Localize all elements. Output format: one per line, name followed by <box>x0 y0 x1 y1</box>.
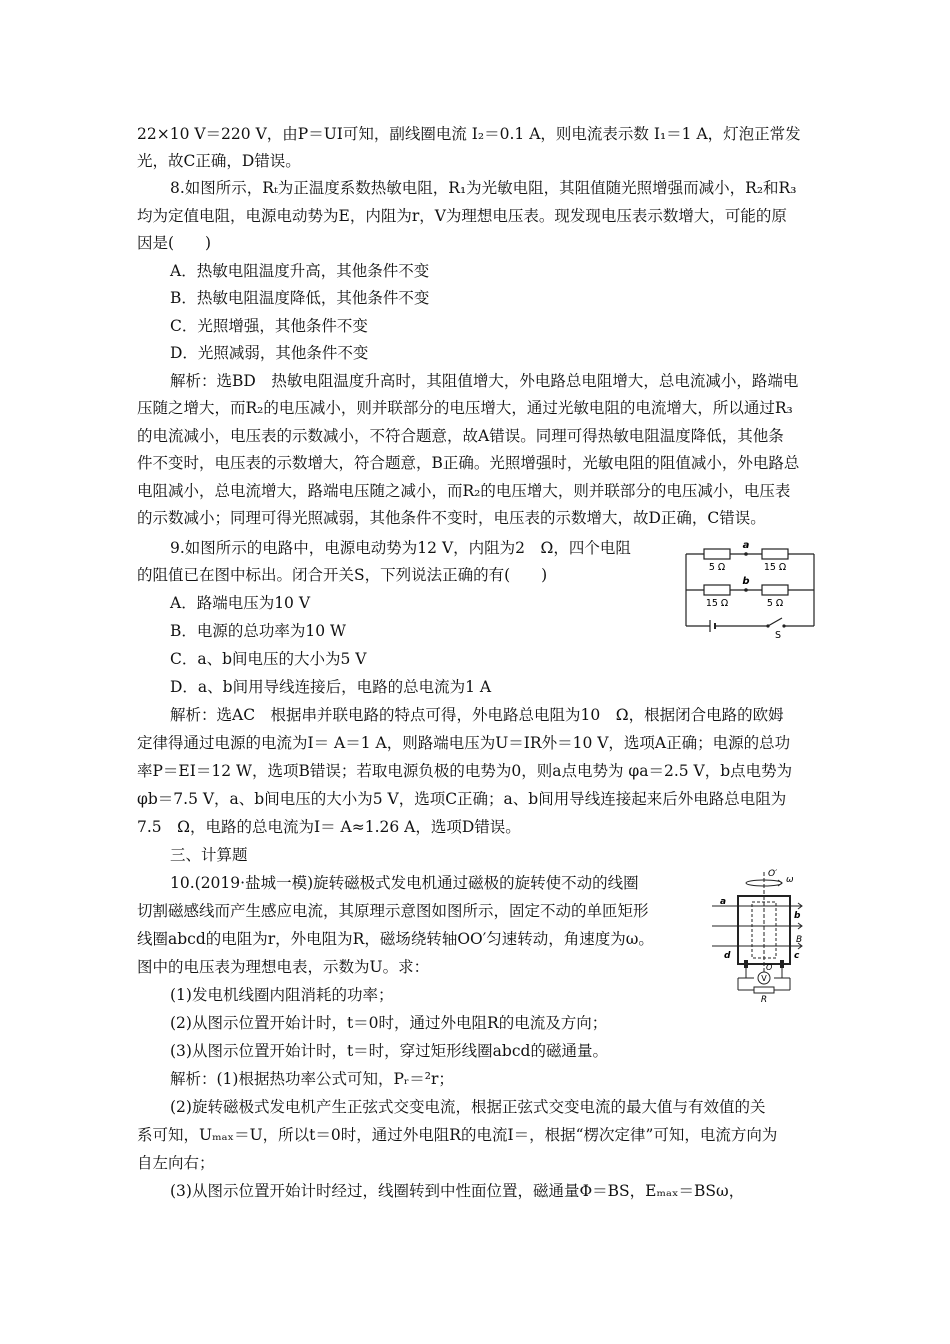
section-heading: 三、计算题 <box>170 846 248 864</box>
text-line: φb＝7.5 V，a、b间电压的大小为5 V，选项C正确；a、b间用导线连接起来后外电路总电阻为 <box>137 790 787 808</box>
axis-bottom-label: O <box>766 963 773 972</box>
option-c: C．光照增强，其他条件不变 <box>170 317 368 335</box>
switch-label: S <box>774 630 782 641</box>
generator-diagram-q10 <box>708 868 808 1005</box>
corner-a-label: a <box>720 897 727 907</box>
solution-10: 解析：(1)根据热功率公式可知，Pᵣ＝²r； <box>170 1070 454 1088</box>
omega-label: ω <box>786 875 794 885</box>
sub-question-3: (3)从图示位置开始计时，t＝时，穿过矩形线圈abcd的磁通量。 <box>170 1042 608 1060</box>
resistor-label: 5 Ω <box>708 562 726 573</box>
field-label: B <box>796 935 803 945</box>
text-line: 均为定值电阻，电源电动势为E，内阻为r，V为理想电压表。现发现电压表示数增大，可能的原 <box>137 207 787 225</box>
resistor-label: 15 Ω <box>705 598 729 609</box>
corner-d-label: d <box>724 951 731 961</box>
question-8-stem: 8.如图所示，Rₜ为正温度系数热敏电阻，R₁为光敏电阻，其阻值随光照增强而减小，R₂和R₃ <box>170 179 797 197</box>
solution-9: 解析：选AC 根据串并联电路的特点可得，外电路总电阻为10 Ω，根据闭合电路的欧姆 <box>170 706 784 724</box>
option-d: D．光照减弱，其他条件不变 <box>170 344 369 362</box>
text-line: 的阻值已在图中标出。闭合开关S，下列说法正确的有( ) <box>137 566 548 584</box>
text-line: 定律得通过电源的电流为I＝ A＝1 A，则路端电压为U＝IR外＝10 V，选项A正确；电源的总功 <box>137 734 791 752</box>
option-a: A．热敏电阻温度升高，其他条件不变 <box>170 262 430 280</box>
text-line: 切割磁感线而产生感应电流，其原理示意图如图所示，固定不动的单匝矩形 <box>137 902 649 920</box>
text-line: 的示数减小；同理可得光照减弱，其他条件不变时，电压表的示数增大，故D正确，C错误。 <box>137 509 766 527</box>
text-line: 因是( ) <box>137 234 212 252</box>
option-b: B．热敏电阻温度降低，其他条件不变 <box>170 289 430 307</box>
corner-c-label: c <box>794 951 800 961</box>
option-d: D．a、b间用导线连接后，电路的总电流为1 A <box>170 678 492 696</box>
text-line: 件不变时，电压表的示数增大，符合题意，B正确。光照增强时，光敏电阻的阻值减小，外电路总 <box>137 454 800 472</box>
sub-question-2: (2)从图示位置开始计时，t＝0时，通过外电阻R的电流及方向； <box>170 1014 608 1032</box>
option-a: A．路端电压为10 V <box>170 594 311 612</box>
question-10-stem: 10.(2019·盐城一模)旋转磁极式发电机通过磁极的旋转使不动的线圈 <box>170 874 639 892</box>
question-9-stem: 9.如图所示的电路中，电源电动势为12 V，内阻为2 Ω，四个电阻 <box>170 539 631 557</box>
text-line: 光，故C正确，D错误。 <box>137 152 301 170</box>
text-line: 7.5 Ω，电路的总电流为I＝ A≈1.26 A，选项D错误。 <box>137 818 521 836</box>
text-line: 线圈abcd的电阻为r，外电阻为R，磁场绕转轴OO′匀速转动，角速度为ω。 <box>137 930 654 948</box>
resistor-label: 5 Ω <box>766 598 784 609</box>
text-line: 的电流减小，电压表的示数减小，不符合题意，故A错误。同理可得热敏电阻温度降低，其他条 <box>137 427 784 445</box>
option-b: B．电源的总功率为10 W <box>170 622 346 640</box>
text-line: 自左向右； <box>137 1154 215 1172</box>
circuit-diagram-q9 <box>680 538 820 641</box>
node-a-label: a <box>742 540 750 551</box>
resistor-r-label: R <box>760 995 768 1005</box>
text-line: 22×10 V＝220 V，由P＝UI可知，副线圈电流 I₂＝0.1 A，则电流表示数 I₁＝1 A，灯泡正常发 <box>137 125 801 143</box>
corner-b-label: b <box>794 911 801 921</box>
text-line: 率P＝EI＝12 W，选项B错误；若取电源负极的电势为0，则a点电势为 φa＝2.5 V，b点电势为 <box>137 762 793 780</box>
text-line: (2)旋转磁极式发电机产生正弦式交变电流，根据正弦式交变电流的最大值与有效值的关 <box>170 1098 766 1116</box>
text-line: 图中的电压表为理想电表，示数为U。求： <box>137 958 430 976</box>
text-line: (3)从图示位置开始计时经过，线圈转到中性面位置，磁通量Φ＝BS，Eₘₐₓ＝BSω， <box>170 1182 745 1200</box>
text-line: 压随之增大，而R₂的电压减小，则并联部分的电压增大，通过光敏电阻的电流增大，所以通过R₃ <box>137 399 793 417</box>
voltmeter-label: V <box>761 974 767 983</box>
sub-question-1: (1)发电机线圈内阻消耗的功率； <box>170 986 394 1004</box>
solution-8: 解析：选BD 热敏电阻温度升高时，其阻值增大，外电路总电阻增大，总电流减小，路端电 <box>170 372 799 390</box>
axis-top-label: O′ <box>768 869 778 879</box>
option-c: C．a、b间电压的大小为5 V <box>170 650 367 668</box>
text-line: 系可知，Uₘₐₓ＝U，所以t＝0时，通过外电阻R的电流I＝，根据“楞次定律”可知，电流方向为 <box>137 1126 778 1144</box>
node-b-label: b <box>742 576 750 587</box>
resistor-label: 15 Ω <box>763 562 787 573</box>
text-line: 电阻减小，总电流增大，路端电压随之减小，而R₂的电压增大，则并联部分的电压减小，电压表 <box>137 482 791 500</box>
